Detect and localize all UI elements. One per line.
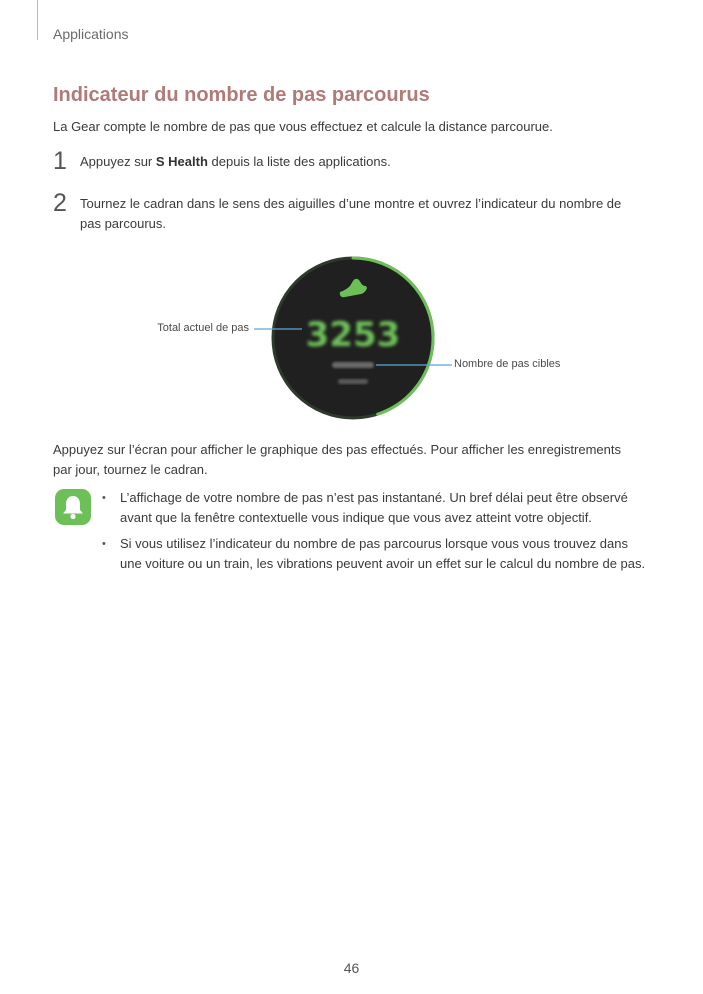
callout-goal-label: Nombre de pas cibles xyxy=(454,358,561,370)
goal-unit xyxy=(338,379,368,384)
header-rule xyxy=(37,0,38,40)
step-text: Appuyez sur S Health depuis la liste des applications. xyxy=(80,154,391,169)
bell-icon xyxy=(55,489,91,525)
step-number: 2 xyxy=(53,189,67,217)
intro-text: La Gear compte le nombre de pas que vous effectuez et calcule la distance parcourue. xyxy=(53,119,553,134)
section-label: Applications xyxy=(53,26,129,42)
callout-total-label: Total actuel de pas xyxy=(157,322,249,334)
goal-value xyxy=(332,362,374,368)
body-paragraph: Appuyez sur l’écran pour afficher le graphique des pas effectués. Pour afficher les enregistrements par jour, tournez le cadran. xyxy=(53,442,621,477)
watch-illustration xyxy=(150,250,600,425)
page-number: 46 xyxy=(343,960,360,976)
step-count: 3253 xyxy=(305,315,401,355)
note-item: • L’affichage de votre nombre de pas n’est pas instantané. Un bref délai peut être observé avant que la fenêtre contextuelle vous indique que vous avez atteint votre objectif. xyxy=(102,490,628,525)
watch-figure xyxy=(150,250,600,425)
page-title: Indicateur du nombre de pas parcourus xyxy=(53,84,430,106)
step-number: 1 xyxy=(53,147,67,175)
note-item: • Si vous utilisez l’indicateur du nombre de pas parcourus lorsque vous vous trouvez dans une voiture ou un train, les vibrations peuvent avoir un effet sur le calcul du nombre de pas. xyxy=(102,536,646,571)
note-list xyxy=(102,488,647,580)
app-name: S Health xyxy=(155,154,208,169)
step-text: Tournez le cadran dans le sens des aiguilles d’une montre et ouvrez l’indicateur du nombre de pas parcourus. xyxy=(80,196,622,231)
